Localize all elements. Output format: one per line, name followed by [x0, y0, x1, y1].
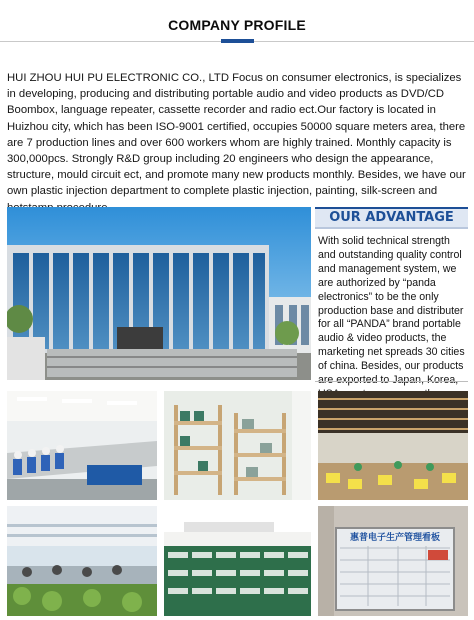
advantage-panel [315, 207, 468, 383]
board-sign-text: 惠普电子生产管理看板 [349, 533, 441, 543]
product-racks-photo [164, 506, 311, 616]
factory-building-photo [7, 207, 311, 380]
assembly-area-photo [7, 506, 157, 616]
advantage-title: OUR ADVANTAGE [315, 207, 468, 229]
page-title: COMPANY PROFILE [168, 17, 306, 33]
title-accent-bar [221, 39, 254, 43]
canteen-photo [318, 391, 468, 500]
warehouse-shelves-photo [164, 391, 311, 500]
management-board-photo [318, 506, 468, 616]
production-line-photo [7, 391, 157, 500]
company-intro-text: HUI ZHOU HUI PU ELECTRONIC CO., LTD Focus on consumer electronics, is specializes in developing, producing and distributing portable audio and video products as DVD/CD Boombox, language repeater, cassette recorder and radio ect.Our factory is located in Huizhou city, which has been ISO-9001 certified, occupies 50000 square meters area, there are 7 production lines and over 600 workers whom are highly trained. Monthly capacity is 300,000pcs. Strongly R&D group including 20 engineers who design the appearance, structure, mould circuit ect, and promote many new products monthly. Besides, we have our own plastic injection department to complete plastic injection, painting, silk-screen and [7, 72, 466, 198]
advantage-divider [315, 381, 468, 382]
advantage-text: With solid technical strength and outstanding quality control and management system, we are authorized by “panda electronics” to be the only production base and distributer for all “PANDA” brand portable audio & video products, the marketing net spreads 30 cities of china. Besides, our products [318, 235, 465, 373]
header [0, 0, 474, 48]
